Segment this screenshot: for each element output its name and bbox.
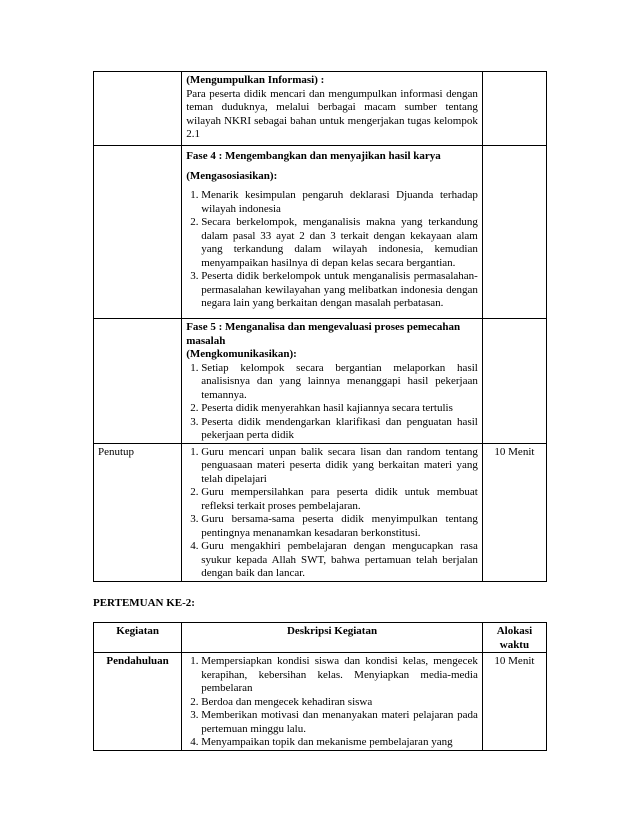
list-item: 3. Guru bersama-sama peserta didik menyimpulkan tentang pentingnya menanamkan kesadaran berkonstitusi. (201, 513, 478, 540)
waktu-label: 10 Menit (494, 655, 535, 667)
list-item: 1. Menarik kesimpulan pengaruh deklarasi Djuanda terhadap wilayah indonesia (201, 189, 478, 216)
phase-subheading: (Mengkomunikasikan): (186, 348, 297, 360)
kegiatan-cell (94, 72, 182, 146)
list-item: 4. Menyampaikan topik dan mekanisme pembelajaran yang (201, 736, 478, 750)
kegiatan-cell (94, 443, 182, 581)
table-row (94, 653, 547, 751)
deskripsi-cell (182, 443, 483, 581)
list-item: 1. Mempersiapkan kondisi siswa dan kondisi kelas, mengecek kerapihan, kebersihan kelas. Menyiapkan media-media pembelaran (201, 655, 478, 696)
table-header-row (94, 623, 547, 653)
list-item: 1. Setiap kelompok secara bergantian melaporkan hasil analisisnya dan yang lainnya menanggapi hasil pekerjaan temannya. (201, 362, 478, 403)
table-row (94, 72, 547, 146)
activity-list (186, 446, 478, 581)
kegiatan-cell (94, 653, 182, 751)
table-row (94, 319, 547, 444)
list-item: 2. Secara berkelompok, menganalisis makna yang terkandung dalam pasal 33 ayat 2 dan 3 terkait dengan kekayaan alam yang terkandung dalam wilayah indonesia, kemudian menyampaikan hasilnya di depan kelas secara bergantian. (201, 216, 478, 270)
table-row (94, 146, 547, 319)
waktu-cell (482, 653, 546, 751)
waktu-label: 10 Menit (494, 445, 535, 458)
phase-subheading: (Mengumpulkan Informasi) : (186, 74, 325, 86)
activity-list (186, 362, 478, 443)
column-header-deskripsi: Deskripsi Kegiatan (182, 623, 483, 653)
activity-table-2 (93, 622, 547, 751)
list-item: 4. Guru mengakhiri pembelajaran dengan mengucapkan rasa syukur kepada Allah SWT, bahwa pertamuan telah berjalan dengan baik dan lancar. (201, 540, 478, 581)
deskripsi-cell (182, 146, 483, 319)
deskripsi-cell (182, 653, 483, 751)
kegiatan-label: Penutup (98, 445, 135, 458)
deskripsi-cell (182, 319, 483, 444)
kegiatan-label: Pendahuluan (106, 655, 169, 667)
waktu-cell (482, 443, 546, 581)
kegiatan-cell (94, 319, 182, 444)
activity-list (186, 655, 478, 750)
list-item: 2. Guru mempersilahkan para peserta didik untuk membuat refleksi terkait proses pembelajaran. (201, 486, 478, 513)
column-header-kegiatan: Kegiatan (94, 623, 182, 653)
kegiatan-cell (94, 146, 182, 319)
phase-heading: Fase 4 : Mengembangkan dan menyajikan hasil karya (186, 150, 441, 162)
waktu-cell (482, 146, 546, 319)
phase-subheading: (Mengasosiasikan): (186, 169, 278, 182)
column-header-alokasi: Alokasi waktu (482, 623, 546, 653)
section-title: PERTEMUAN KE-2: (93, 597, 195, 609)
description-paragraph: Para peserta didik mencari dan mengumpulkan informasi dengan teman duduknya, melalui berbagai macam sumber tentang wilayah NKRI sebagai bahan untuk mengerjakan tugas kelompok 2.1 (186, 87, 478, 140)
list-item: 1. Guru mencari unpan balik secara lisan dan random tentang penguasaan materi peserta didik yang berkaitan materi yang telah dipelajari (201, 446, 478, 487)
list-item: 3. Memberikan motivasi dan menanyakan materi pelajaran pada pertemuan minggu lalu. (201, 709, 478, 736)
table-row (94, 443, 547, 581)
phase-heading: Fase 5 : Menganalisa dan mengevaluasi proses pemecahan masalah (186, 321, 461, 347)
list-item: 3. Peserta didik mendengarkan klarifikasi dan penguatan hasil pekerjaan perta didik (201, 416, 478, 443)
waktu-cell (482, 319, 546, 444)
deskripsi-cell (182, 72, 483, 146)
activity-list (186, 189, 478, 311)
waktu-cell (482, 72, 546, 146)
activity-table-1 (93, 71, 547, 582)
list-item: 3. Peserta didik berkelompok untuk menganalisis permasalahan-permasalahan kewilayahan yang melibatkan indonesia dengan negara lain yang berkaitan dengan masalah perbatasan. (201, 270, 478, 311)
list-item: 2. Peserta didik menyerahkan hasil kajiannya secara tertulis (201, 402, 478, 416)
list-item: 2. Berdoa dan mengecek kehadiran siswa (201, 696, 478, 710)
